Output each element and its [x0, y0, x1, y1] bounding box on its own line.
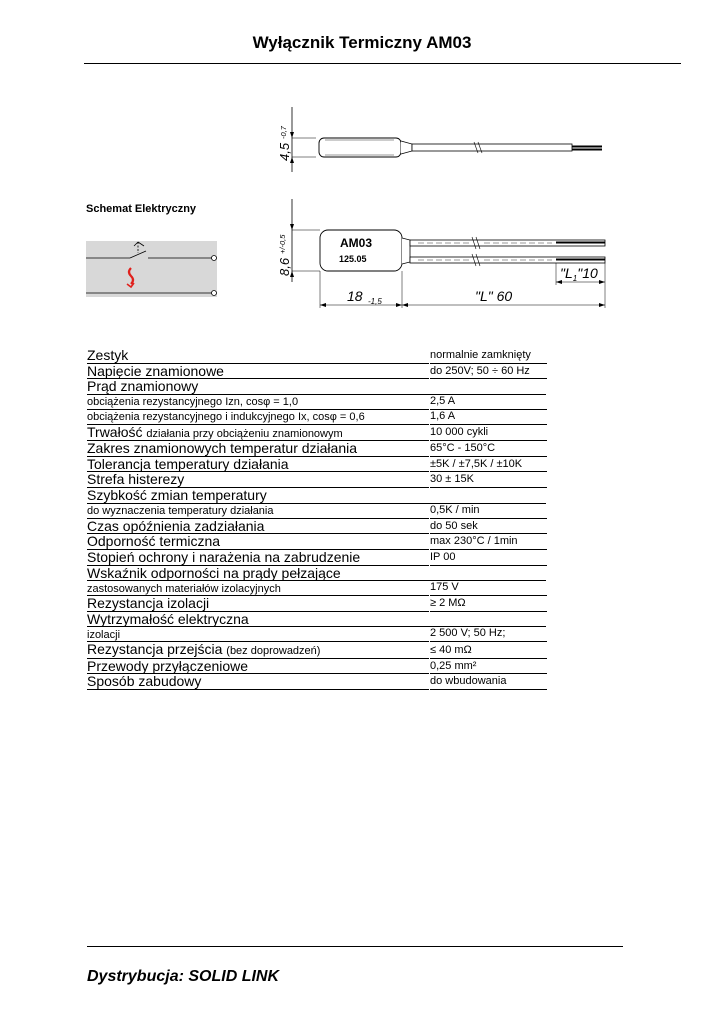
spec-label: Rezystancja przejścia (bez doprowadzeń) [87, 642, 429, 659]
spec-label: Sposób zabudowy [87, 674, 429, 690]
spec-sublabel: obciążenia rezystancyjnego i indukcyjnego Ix, cosφ = 0,6 [87, 412, 429, 425]
spec-value: ≤ 40 mΩ [430, 644, 547, 659]
spec-label: Strefa histerezy [87, 472, 429, 488]
spec-label: Odporność termiczna [87, 534, 429, 550]
spec-value: 2 500 V; 50 Hz; [430, 627, 547, 642]
schematic-background [86, 241, 217, 297]
spec-value: ≥ 2 MΩ [430, 597, 547, 612]
spec-sublabel: izolacji [87, 630, 429, 643]
spec-value: 10 000 cykli [430, 426, 547, 441]
spec-label: Stopień ochrony i narażenia na zabrudzenie [87, 550, 429, 566]
spec-label: Trwałość działania przy obciążeniu znamionowym [87, 425, 429, 442]
footer-divider [87, 946, 623, 947]
svg-text:"L" 60: "L" 60 [475, 288, 513, 304]
spec-row-protection [87, 550, 547, 566]
spec-row-hysteresis [87, 472, 547, 488]
spec-row-tracking [87, 581, 547, 596]
spec-value: do 250V; 50 ÷ 60 Hz [430, 365, 547, 380]
spec-row-current-header [87, 379, 547, 395]
spec-value: 2,5 A [430, 395, 547, 410]
spec-row-dielectric [87, 627, 547, 642]
spec-row-delay [87, 519, 547, 535]
spec-row-contact-resistance [87, 642, 547, 659]
spec-value: normalnie zamknięty [430, 349, 547, 364]
spec-value: 30 ± 15K [430, 473, 547, 488]
svg-text:"L1"10: "$L_1"10$ [560, 265, 598, 283]
svg-text:-1,5: -1,5 [368, 297, 382, 306]
lead-wire [412, 144, 572, 151]
spec-row-current-resistive [87, 395, 547, 410]
sensor-body-top [319, 138, 401, 157]
terminal-icon [212, 256, 217, 261]
spec-label: Zakres znamionowych temperatur działania [87, 441, 429, 457]
spec-label: Tolerancja temperatury działania [87, 457, 429, 473]
spec-row-temp-tolerance [87, 457, 547, 473]
spec-row-contact [87, 348, 547, 364]
spec-row-rate-header [87, 488, 547, 504]
spec-label: Wskaźnik odporności na prądy pełzające [87, 566, 546, 582]
spec-value: 1,6 A [430, 410, 547, 425]
spec-row-durability [87, 425, 547, 442]
spec-value: 175 V [430, 581, 547, 596]
svg-text:8,6: 8,6 [277, 257, 292, 276]
spec-row-tracking-header [87, 566, 547, 582]
spec-label: Rezystancja izolacji [87, 596, 429, 612]
spec-sublabel: zastosowanych materiałów izolacyjnych [87, 584, 429, 597]
spec-label: Zestyk [87, 348, 429, 364]
spec-row-voltage [87, 364, 547, 380]
body-mark: AM03 [340, 236, 373, 250]
page-title: Wyłącznik Termiczny AM03 [252, 33, 472, 52]
spec-value: max 230°C / 1min [430, 535, 547, 550]
svg-text:18: 18 [347, 288, 363, 304]
svg-text:4,5: 4,5 [277, 142, 292, 161]
spec-label: Wytrzymałość elektryczna [87, 612, 546, 628]
spec-label: Napięcie znamionowe [87, 364, 429, 380]
spec-value: 0,25 mm² [430, 660, 547, 675]
footer-distributor: Dystrybucja: SOLID LINK [87, 968, 280, 985]
spec-sublabel: do wyznaczenia temperatury działania [87, 506, 429, 519]
svg-text:-0,7: -0,7 [279, 126, 288, 139]
spec-row-insulation [87, 596, 547, 612]
spec-label: Czas opóźnienia zadziałania [87, 519, 429, 535]
spec-value: do wbudowania [430, 675, 547, 690]
spec-row-mounting [87, 674, 547, 690]
spec-value: IP 00 [430, 551, 547, 566]
terminal-icon [212, 291, 217, 296]
dimension-drawing [270, 95, 615, 315]
body-code: 125.05 [339, 254, 367, 264]
spec-sublabel: obciążenia rezystancyjnego Izn, cosφ = 1,0 [87, 397, 429, 410]
spec-value: do 50 sek [430, 520, 547, 535]
spec-row-rate [87, 504, 547, 519]
spec-row-temp-range [87, 441, 547, 457]
spec-label: Przewody przyłączeniowe [87, 659, 429, 675]
spec-value: 0,5K / min [430, 504, 547, 519]
spec-label: Szybkość zmian temperatury [87, 488, 546, 504]
spec-value: 65°C - 150°C [430, 442, 547, 457]
electrical-schematic [86, 238, 221, 300]
svg-text:+/-0,5: +/-0,5 [278, 234, 287, 254]
spec-row-current-inductive [87, 410, 547, 425]
title-divider [84, 63, 681, 64]
spec-row-dielectric-header [87, 612, 547, 628]
spec-table [87, 348, 547, 690]
spec-label: Prąd znamionowy [87, 379, 546, 395]
schema-label: Schemat Elektryczny [86, 203, 197, 215]
spec-value: ±5K / ±7,5K / ±10K [430, 458, 547, 473]
spec-row-thermal [87, 534, 547, 550]
spec-row-wires [87, 659, 547, 675]
